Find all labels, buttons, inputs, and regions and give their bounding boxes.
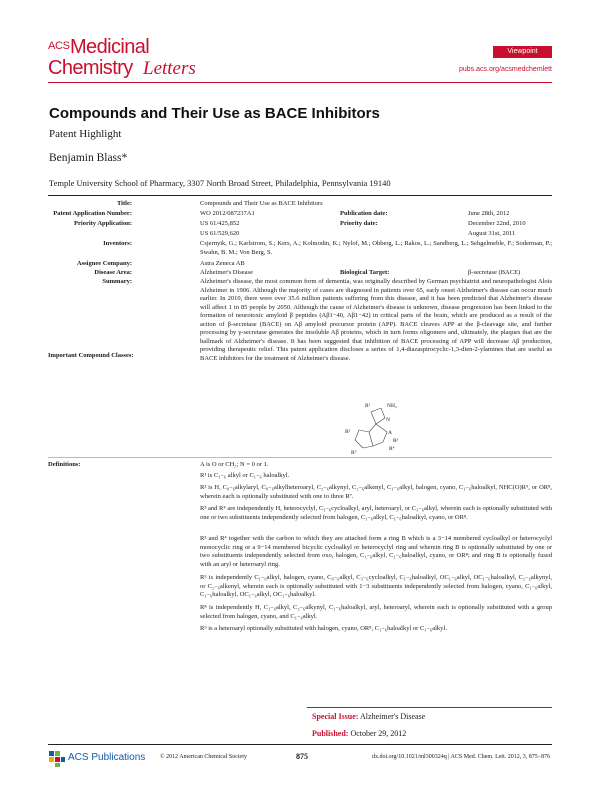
title-value: Compounds and Their Use as BACE Inhibitors bbox=[200, 200, 323, 207]
bond-7 bbox=[355, 430, 359, 440]
page-number: 875 bbox=[296, 752, 308, 761]
viewpoint-badge: Viewpoint bbox=[493, 46, 552, 58]
bond-9 bbox=[363, 446, 373, 448]
publication-date-label: Publication date: bbox=[340, 210, 388, 217]
special-issue bbox=[312, 712, 425, 721]
table-top-divider bbox=[48, 195, 552, 196]
article-title: Compounds and Their Use as BACE Inhibitors bbox=[49, 105, 380, 122]
logo-medicinal: Medicinal bbox=[70, 36, 150, 58]
important-compound-classes-label: Important Compound Classes: bbox=[48, 352, 134, 359]
definition-7: R⁸ is independently H, C₁₋₆alkyl, C₂₋₆alkynyl, C₁₋₆haloalkyl, aryl, heteroaryl, wherein each is optionally substituted with a group selected from halogen, cyano, and C₁₋₆alkyl. bbox=[200, 604, 552, 620]
bond-2 bbox=[381, 408, 385, 418]
bond-13 bbox=[376, 424, 387, 432]
journal-logo bbox=[48, 36, 238, 84]
inventors-value: Csjernyik, G.; Karlstrom, S.; Kers, A.; Kolmodin, K.; Nylof, M.; Ohberg, L.; Rakos, L.; Sandberg, L.; Sehgelmeble, F.; Soderman, P.; Swahn, B. M.; Von Berg, S. bbox=[200, 240, 552, 256]
bond-10 bbox=[369, 432, 373, 446]
bond-12 bbox=[383, 432, 387, 442]
definitions-divider bbox=[48, 457, 552, 458]
definitions-label: Definitions: bbox=[48, 461, 81, 468]
r3-label: R³ bbox=[393, 438, 399, 444]
definition-5: R³ and R⁴ together with the carbon to which they are attached form a ring B which is a 3−14 membered cycloalkyl or heterocyclyl monocyclic ring or a 9−14 membered bicyclic cycloalkyl or heterocyclyl ring and wherein ring B is optionally substituted by one or two substituents independently selected from oxo, halogen, C₁₋₆alkyl, C₁₋₆haloalkyl, cyano, or OR⁸; and ring B is optionally fused with an aryl or heteroaryl ring. bbox=[200, 535, 552, 568]
definition-2: R¹ is C₁₋₆ alkyl or C₁₋₆ haloalkyl. bbox=[200, 472, 290, 479]
bond-3 bbox=[376, 418, 385, 424]
journal-url[interactable]: pubs.acs.org/acsmedchemlett bbox=[459, 66, 552, 73]
bond-6 bbox=[359, 430, 369, 432]
a-label: A bbox=[388, 430, 392, 436]
definition-4: R³ and R⁴ are independently H, heterocyclyl, C₃₋₆cycloalkyl, aryl, heteroaryl, or C₁₋₆alkyl, wherein each is optionally substituted with one or two substituents independently selected from halogen, C₁₋₆alkyl, C₁₋₆haloalkyl, cyano, or OR⁸. bbox=[200, 505, 552, 521]
priority-application-value-2: US 61/529,620 bbox=[200, 230, 240, 237]
assignee-label: Assignee Company: bbox=[76, 260, 132, 267]
priority-date-label: Priority date: bbox=[340, 220, 378, 227]
footer-divider bbox=[48, 744, 552, 745]
inventors-label: Inventors: bbox=[103, 240, 132, 247]
special-issue-label: Special Issue: bbox=[312, 712, 359, 721]
summary-value: Alzheimer's disease, the most common form of dementia, was originally described by German psychiatrist and neuropathologist Alois Alzheimer in 1906. Although the majority of cases are diagnosed in patients over 65, early onset Alzheimer's disease can occur much earlier. In 2010, there were over 35.6 million patients suffering from this disease, and it has been predicted that Alzheimer's disease will affect 1 in 85 people by 2050. Although the cause of Alzheimer's disease is unknown, disease progression has been linked to the formation of neurotoxic amyloid β peptides (Aβ1−40, Aβ1−42) in critical parts of the brain, which are produced as a result of the action of β-secretase (BACE) on Aβ amyloid precursor protein (APP). BACE cleaves APP at the β-cleavage site, and further processing by γ-secretase generates the insoluble Aβ proteins, which in turn forms oligomers and, ultimately, the plaques that are the hallmark of Alzheimer's disease. It has been suggested that inhibition of BACE processing of APP will decrease Aβ production, providing therapeutic relief. This patent application discloses a series of 1,4-diazaspirocyclic-1,3-dien-2-ylamines that are useful as BACE inhibitors for the treatment of Alzheimer's disease. bbox=[200, 278, 552, 362]
r2-label: R² bbox=[345, 429, 351, 435]
copyright-notice: © 2012 American Chemical Society bbox=[160, 754, 247, 760]
patent-number-label: Patent Application Number: bbox=[53, 210, 132, 217]
bond-5 bbox=[369, 424, 376, 432]
logo-letters: Letters bbox=[143, 58, 196, 79]
bond-8 bbox=[355, 440, 363, 448]
definition-3: R² is H, C₀₋₆alkylaryl, C₀₋₆alkylheteroaryl, C₂₋₆alkynyl, C₂₋₆alkenyl, C₁₋₆alkyl, halogen, cyano, C₁₋₆haloalkyl, NHC(O)R⁹, or OR⁸, wherein each is optionally substituted with one to three R⁷. bbox=[200, 484, 552, 500]
definition-1: A is O or CH₂; N = 0 or 1. bbox=[200, 461, 269, 468]
doi-citation[interactable]: dx.doi.org/10.1021/ml300324q | ACS Med. Chem. Lett. 2012, 3, 875−876 bbox=[372, 754, 551, 760]
special-issue-divider bbox=[307, 707, 552, 708]
disease-area-label: Disease Area: bbox=[94, 269, 132, 276]
priority-date-value-1: December 22nd, 2010 bbox=[468, 220, 526, 227]
article-subtitle: Patent Highlight bbox=[49, 128, 122, 140]
publication-date-value: June 28th, 2012 bbox=[468, 210, 510, 217]
disease-area-value: Alzheimer's Disease bbox=[200, 269, 253, 276]
definition-6: R⁵ is independently C₁₋₆alkyl, halogen, cyano, C₀₋₆alkyl, C₃₋₆cycloalkyl, C₁₋₆haloalkyl, OC₁₋₆alkyl, OC₁₋₆haloalkyl, C₂₋₆alkynyl, or C₂₋₆alkenyl, wherein each is optionally substituted with 1−3 substituents independently selected from halogen, cyano, C₁₋₆alkyl, C₁₋₆haloalkyl, OC₁₋₆alkyl, OC₁₋₆haloalkyl. bbox=[200, 574, 552, 598]
definition-8: R⁹ is a heteroaryl optionally substituted with halogen, cyano, OR⁸, C₁₋₆haloalkyl or C₁₋₆alkyl. bbox=[200, 625, 447, 632]
nh2-label: NH₂ bbox=[387, 403, 397, 409]
biological-target-label: Biological Target: bbox=[340, 269, 390, 276]
logo-acs: ACS bbox=[48, 40, 70, 52]
acs-publications-text: ACS Publications bbox=[68, 752, 146, 763]
patent-info-table bbox=[48, 200, 552, 400]
published-value: October 29, 2012 bbox=[350, 729, 407, 738]
priority-application-value-1: US 61/425,852 bbox=[200, 220, 240, 227]
acs-publications-logo-icon bbox=[48, 750, 66, 768]
r1-label: R¹ bbox=[365, 403, 371, 409]
logo-chemistry: Chemistry bbox=[48, 57, 133, 79]
summary-label: Summary: bbox=[102, 278, 132, 285]
published-label: Published: bbox=[312, 729, 349, 738]
patent-number-value: WO 2012/087237A1 bbox=[200, 210, 255, 217]
r4-label: R⁴ bbox=[389, 446, 395, 452]
compound-structure-diagram bbox=[345, 398, 415, 456]
title-label: Title: bbox=[116, 200, 132, 207]
bond-4 bbox=[371, 412, 376, 424]
priority-date-value-2: August 31st, 2011 bbox=[468, 230, 516, 237]
published bbox=[312, 729, 406, 738]
bond-11 bbox=[373, 442, 383, 446]
n-label: N bbox=[386, 417, 390, 423]
article-author: Benjamin Blass* bbox=[49, 152, 128, 164]
priority-application-label: Priority Application: bbox=[74, 220, 132, 227]
header-divider bbox=[48, 82, 552, 83]
biological-target-value: β-secretase (BACE) bbox=[468, 269, 521, 276]
r5-label: R⁵ bbox=[351, 450, 357, 456]
author-affiliation: Temple University School of Pharmacy, 3307 North Broad Street, Philadelphia, Pennsylvania 19140 bbox=[49, 178, 391, 188]
bond-1 bbox=[371, 408, 381, 412]
assignee-value: Astra Zeneca AB bbox=[200, 260, 245, 267]
special-issue-value: Alzheimer's Disease bbox=[360, 712, 426, 721]
